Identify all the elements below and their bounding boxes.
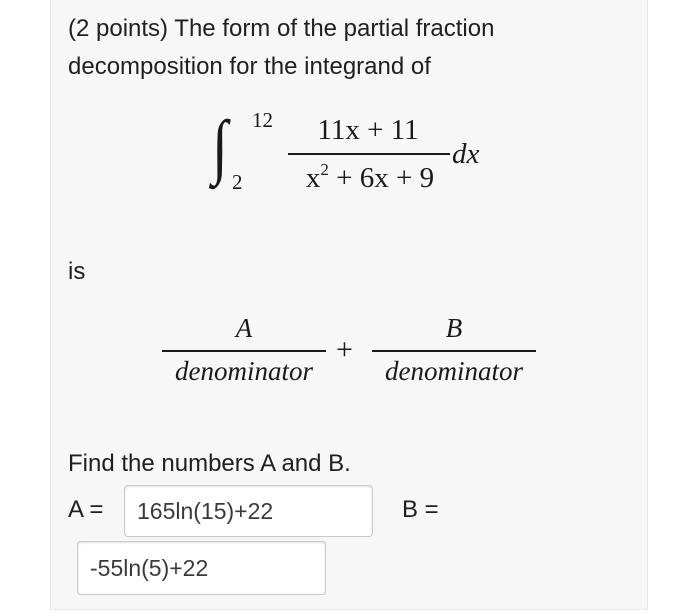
find-instruction: Find the numbers A and B. (68, 450, 351, 477)
differential: dx (452, 138, 480, 170)
fraction-b-numerator: B (445, 313, 463, 343)
fraction-b-denominator: denominator (385, 356, 523, 386)
integrand-denominator (284, 160, 456, 195)
integrand-numerator: 11x + 11 (317, 114, 419, 146)
answer-a-label: A = (68, 496, 104, 523)
fraction-a-bar (162, 350, 326, 352)
integral-lower-limit: 2 (232, 170, 243, 194)
prompt-line-2: decomposition for the integrand of (68, 53, 431, 80)
fraction-a-denominator: denominator (175, 356, 313, 386)
denominator-exponent: 2 (320, 160, 329, 179)
integral-upper-limit: 12 (252, 108, 273, 132)
is-label: is (68, 258, 86, 285)
answer-b-input[interactable] (77, 541, 326, 595)
denominator-rest: + 6x + 9 (328, 162, 435, 194)
integrand-fraction-bar (288, 153, 450, 155)
fraction-b-bar (372, 350, 536, 352)
plus-operator: + (336, 333, 353, 366)
fraction-a-numerator: A (235, 313, 253, 343)
answer-b-label: B = (402, 496, 439, 523)
integral-sign-icon: ∫ (211, 106, 228, 186)
denominator-base: x (305, 162, 321, 194)
answer-a-input[interactable] (124, 485, 373, 537)
question-prompt (68, 10, 628, 86)
prompt-line-1: (2 points) The form of the partial fraction (68, 15, 495, 42)
